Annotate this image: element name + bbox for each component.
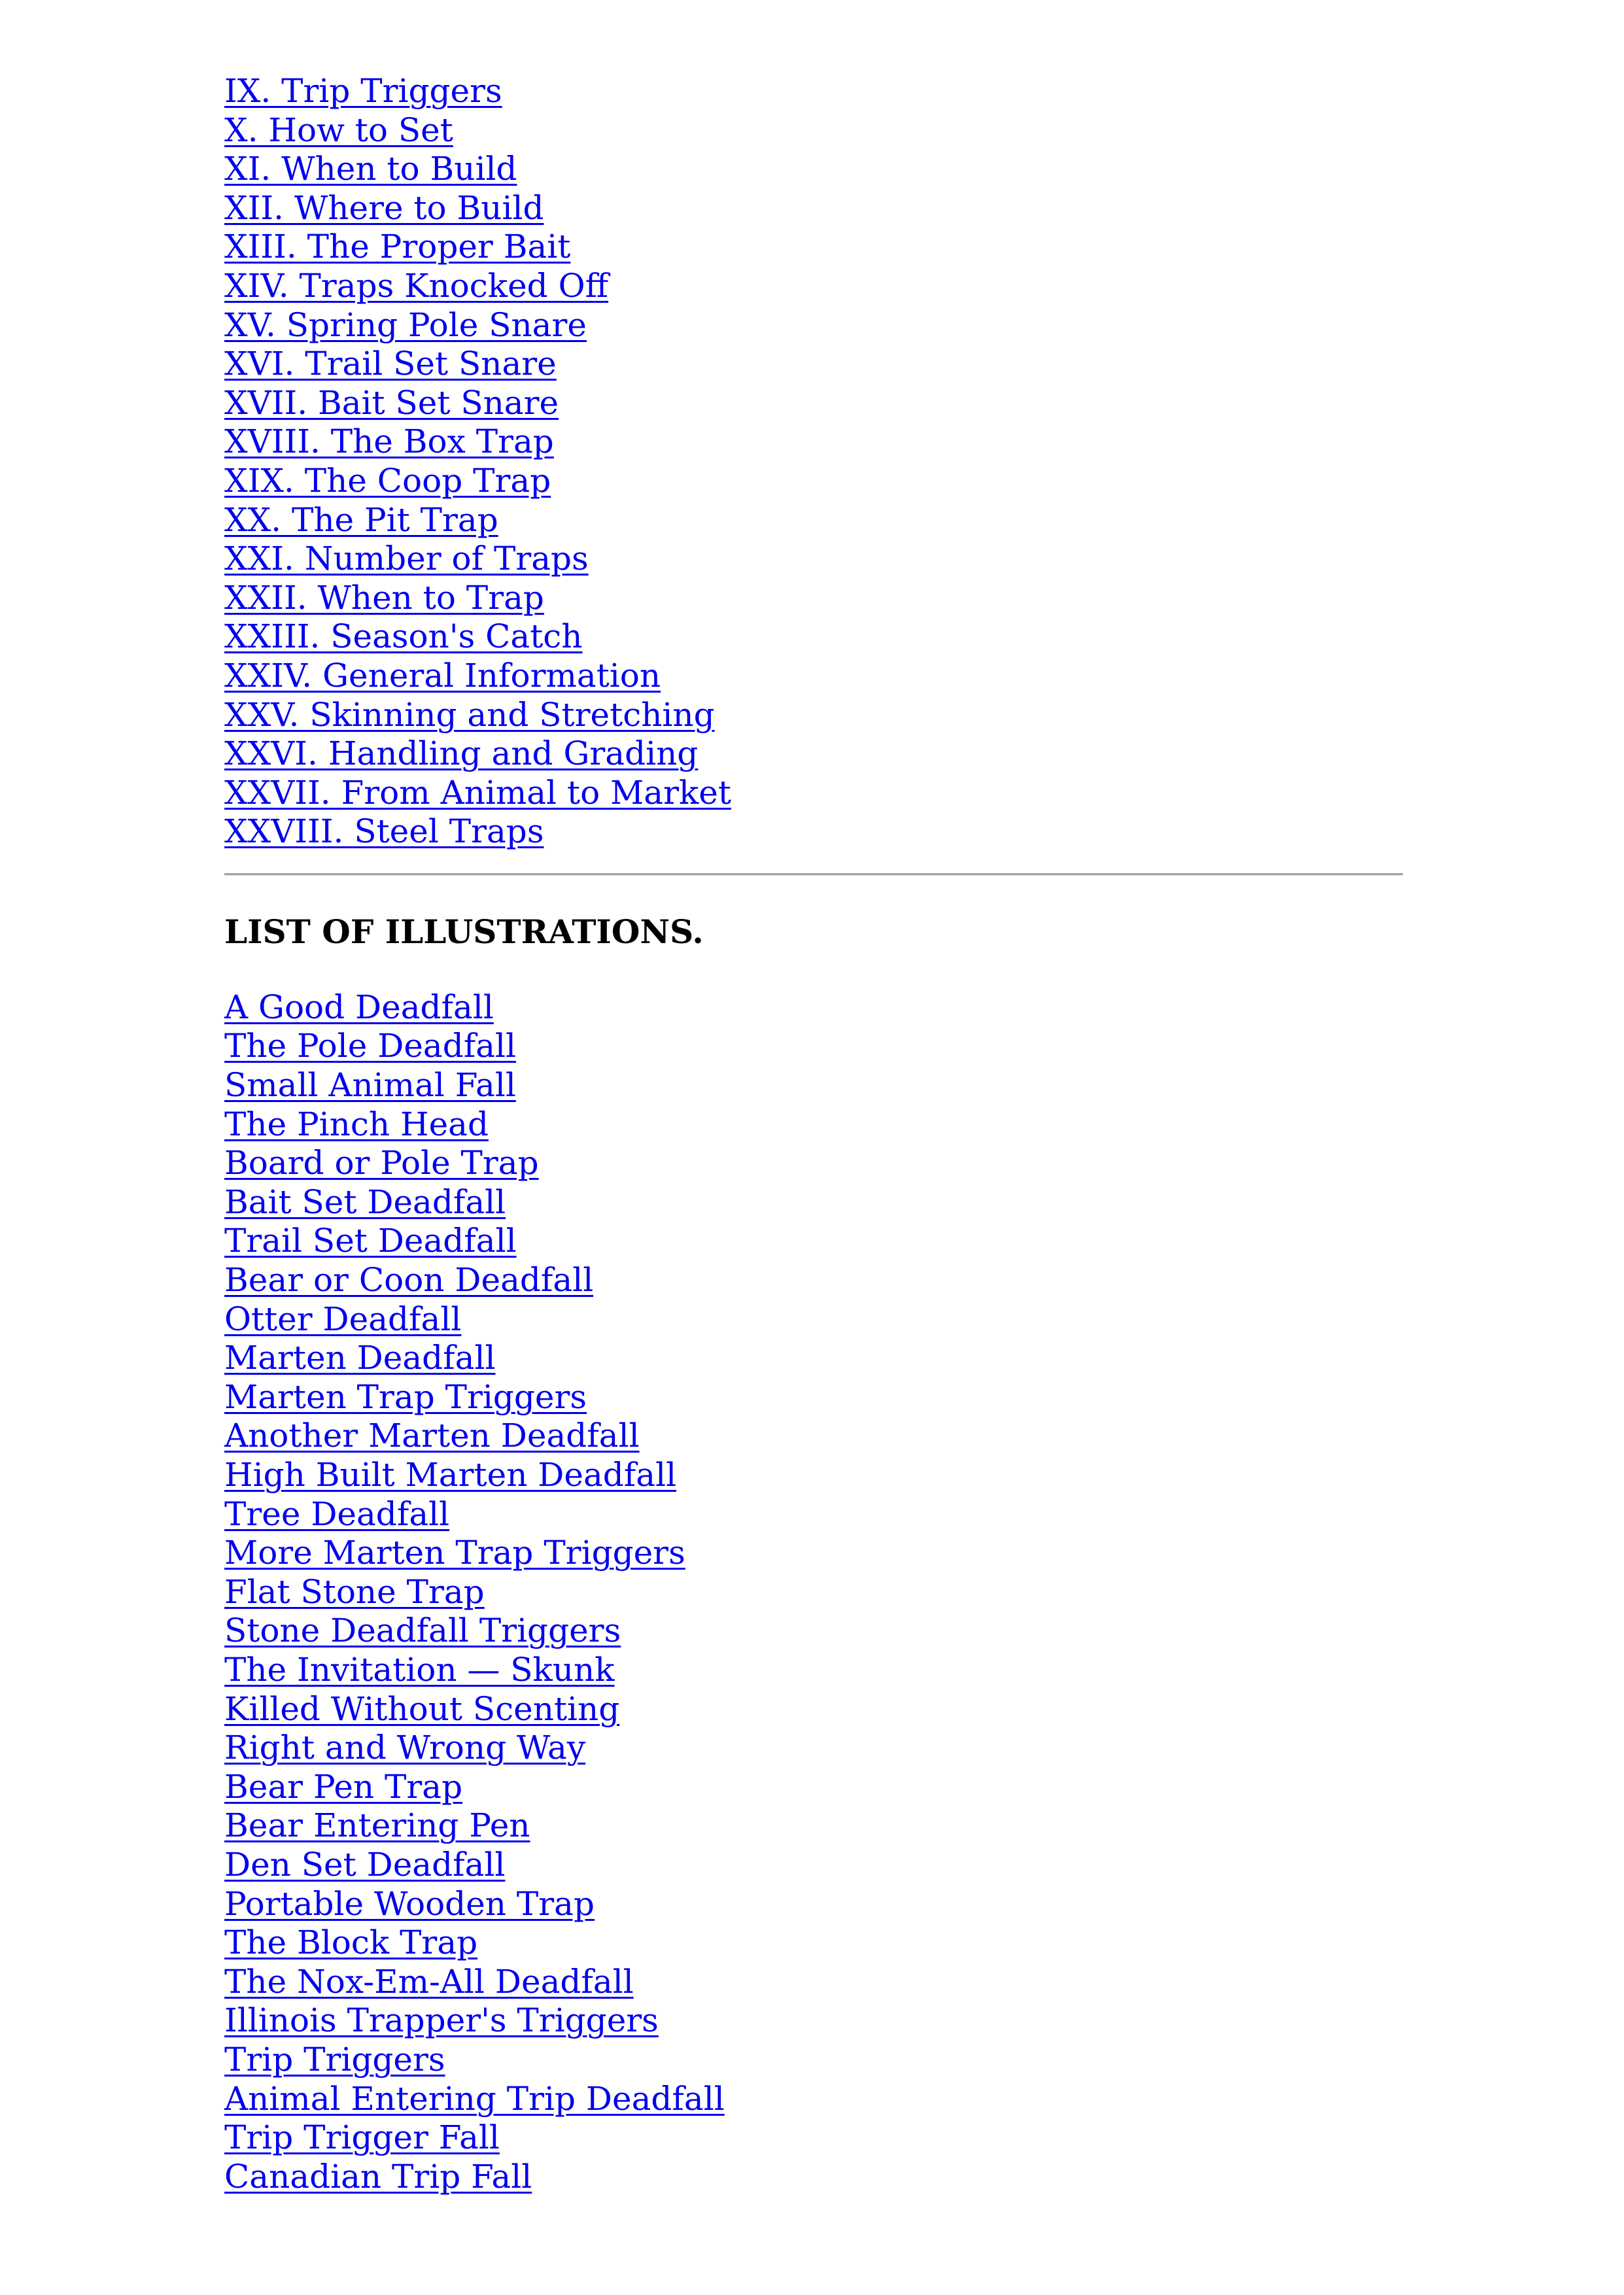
chapter-link[interactable]: XI. When to Build [224,150,517,188]
list-item [224,1963,1402,2002]
list-item [224,1339,1402,1378]
illustration-link[interactable]: Canadian Trip Fall [224,2157,532,2196]
illustration-link[interactable]: Trail Set Deadfall [224,1222,517,1260]
list-item [224,111,1402,150]
list-item [224,384,1402,423]
chapter-link[interactable]: XIV. Traps Knocked Off [224,266,609,305]
list-item [224,1534,1402,1573]
list-item [224,657,1402,696]
illustration-link[interactable]: The Block Trap [224,1924,478,1962]
list-item [224,2001,1402,2041]
chapter-link[interactable]: XXII. When to Trap [224,578,544,617]
chapter-link[interactable]: XV. Spring Pole Snare [224,305,587,344]
list-item [224,1183,1402,1222]
list-item [224,1378,1402,1417]
chapter-link[interactable]: XX. The Pit Trap [224,500,498,539]
chapter-link[interactable]: XVII. Bait Set Snare [224,383,559,422]
illustration-link[interactable]: Right and Wrong Way [224,1729,586,1767]
list-item [224,423,1402,462]
illustration-link[interactable]: Stone Deadfall Triggers [224,1612,621,1650]
chapter-link[interactable]: IX. Trip Triggers [224,72,502,110]
illustration-link[interactable]: Trip Trigger Fall [224,2118,500,2157]
illustration-link[interactable]: Animal Entering Trip Deadfall [224,2079,725,2118]
illustration-link[interactable]: Portable Wooden Trap [224,1884,595,1923]
illustration-link[interactable]: Tree Deadfall [224,1494,450,1533]
list-item [224,1027,1402,1066]
list-item [224,1066,1402,1105]
list-item [224,812,1402,852]
illustration-link[interactable]: Marten Trap Triggers [224,1377,587,1416]
list-item [224,696,1402,735]
list-item [224,72,1402,111]
illustration-link[interactable]: Bear or Coon Deadfall [224,1261,594,1300]
illustration-link[interactable]: High Built Marten Deadfall [224,1456,677,1494]
list-item [224,988,1402,1027]
chapter-link[interactable]: XIX. The Coop Trap [224,461,551,500]
illustration-link[interactable]: Marten Deadfall [224,1339,496,1377]
list-item [224,1651,1402,1690]
chapter-link[interactable]: XII. Where to Build [224,188,544,227]
chapter-link[interactable]: XXVII. From Animal to Market [224,773,731,812]
list-item [224,2080,1402,2119]
list-item [224,1495,1402,1534]
illustration-link[interactable]: Bear Pen Trap [224,1767,463,1806]
illustration-link[interactable]: Board or Pole Trap [224,1144,539,1182]
list-item [224,734,1402,774]
illustration-link[interactable]: Small Animal Fall [224,1066,516,1105]
illustration-link[interactable]: A Good Deadfall [224,988,494,1026]
list-item [224,1417,1402,1456]
list-item [224,150,1402,189]
list-item [224,189,1402,228]
illustration-link[interactable]: Illinois Trapper's Triggers [224,2001,659,2040]
chapter-list [224,72,1402,852]
illustration-link[interactable]: Den Set Deadfall [224,1845,506,1884]
illustration-link[interactable]: The Nox-Em-All Deadfall [224,1962,634,2001]
chapter-link[interactable]: XIII. The Proper Bait [224,228,571,266]
section-divider [224,873,1403,876]
list-item [224,1105,1402,1145]
chapter-link[interactable]: XXV. Skinning and Stretching [224,695,715,734]
list-item [224,774,1402,813]
illustration-list [224,988,1402,2196]
list-item [224,1924,1402,1963]
list-item [224,267,1402,306]
illustration-link[interactable]: More Marten Trap Triggers [224,1534,685,1572]
list-item [224,540,1402,579]
illustration-link[interactable]: Trip Triggers [224,2040,445,2079]
illustration-link[interactable]: Flat Stone Trap [224,1572,485,1611]
illustration-link[interactable]: The Pole Deadfall [224,1027,517,1065]
list-item [224,306,1402,345]
chapter-link[interactable]: XVIII. The Box Trap [224,423,554,461]
chapter-link[interactable]: X. How to Set [224,111,453,149]
list-item [224,228,1402,267]
list-item [224,2118,1402,2158]
chapter-link[interactable]: XXI. Number of Traps [224,540,589,578]
list-item [224,1885,1402,1924]
illustration-link[interactable]: The Pinch Head [224,1105,489,1143]
illustrations-heading: LIST OF ILLUSTRATIONS. [224,912,704,951]
illustration-link[interactable]: Killed Without Scenting [224,1689,620,1728]
list-item [224,1261,1402,1300]
illustration-link[interactable]: The Invitation — Skunk [224,1650,615,1689]
illustration-link[interactable]: Otter Deadfall [224,1300,462,1338]
chapter-link[interactable]: XXIV. General Information [224,656,661,695]
document-page [224,72,1402,2196]
list-item [224,1300,1402,1339]
chapter-link[interactable]: XVI. Trail Set Snare [224,345,557,383]
list-item [224,617,1402,657]
chapter-link[interactable]: XXIII. Season's Catch [224,617,583,656]
list-item [224,1222,1402,1261]
list-item [224,1846,1402,1885]
illustration-link[interactable]: Another Marten Deadfall [224,1417,640,1455]
list-item [224,501,1402,540]
list-item [224,1456,1402,1495]
illustration-link[interactable]: Bait Set Deadfall [224,1182,506,1221]
list-item [224,579,1402,618]
list-item [224,345,1402,384]
illustration-link[interactable]: Bear Entering Pen [224,1806,530,1845]
chapter-link[interactable]: XXVIII. Steel Traps [224,812,544,851]
list-item [224,1806,1402,1846]
chapter-link[interactable]: XXVI. Handling and Grading [224,734,699,773]
list-item [224,1144,1402,1183]
list-item [224,1612,1402,1651]
list-item [224,2158,1402,2197]
list-item [224,462,1402,501]
list-item [224,1729,1402,1768]
list-item [224,2041,1402,2080]
list-item [224,1768,1402,1807]
list-item [224,1573,1402,1612]
list-item [224,1690,1402,1729]
